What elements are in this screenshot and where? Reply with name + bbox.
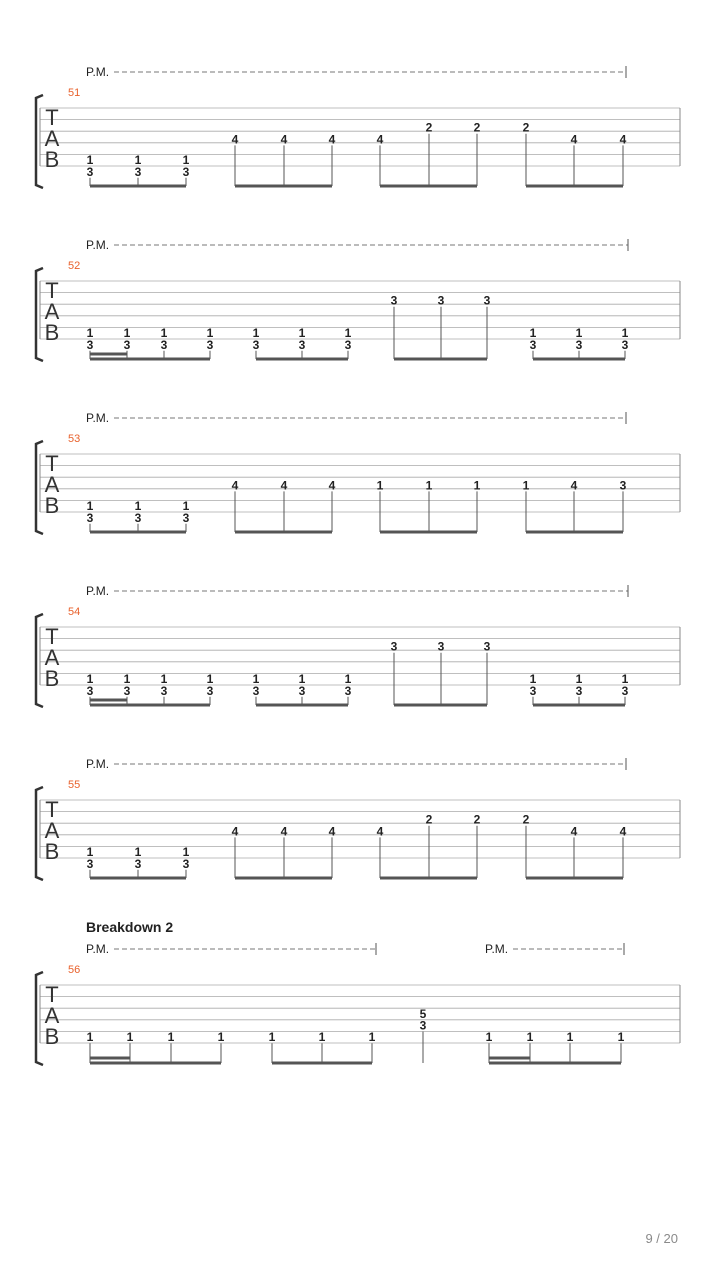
measure-number: 51 (68, 87, 81, 99)
fret-number: 1 (126, 1030, 134, 1045)
fret-number: 4 (328, 824, 336, 839)
fret-number: 1 (298, 672, 306, 687)
fret-number: 3 (344, 337, 352, 352)
fret-number: 1 (617, 1030, 625, 1045)
fret-number: 1 (529, 326, 537, 341)
tab-clef-letter: T (45, 624, 59, 649)
fret-number: 1 (86, 153, 94, 168)
fret-number: 5 (419, 1007, 427, 1021)
fret-number: 1 (206, 326, 214, 341)
fret-number: 4 (619, 132, 627, 147)
page-number: 9 / 20 (645, 1231, 678, 1246)
fret-number: 3 (160, 683, 168, 698)
fret-number: 3 (252, 337, 260, 352)
tab-clef-letter: T (45, 451, 59, 476)
fret-number: 1 (134, 499, 142, 514)
fret-number: 3 (298, 337, 306, 352)
fret-number: 1 (473, 478, 481, 493)
fret-number: 1 (485, 1030, 493, 1045)
palm-mute-label: P.M. (86, 757, 110, 771)
palm-mute-label: P.M. (86, 411, 110, 425)
fret-number: 3 (123, 683, 131, 698)
fret-number: 3 (206, 683, 214, 698)
fret-number: 1 (318, 1030, 326, 1045)
fret-number: 4 (328, 132, 336, 147)
fret-number: 1 (86, 1030, 94, 1045)
fret-number: 1 (252, 326, 260, 341)
fret-number: 4 (231, 478, 239, 493)
fret-number: 1 (425, 478, 433, 493)
tab-clef-letter: A (44, 1003, 60, 1028)
fret-number: 2 (473, 120, 481, 135)
fret-number: 3 (621, 337, 629, 352)
fret-number: 1 (621, 326, 629, 341)
fret-number: 1 (86, 672, 94, 687)
fret-number: 2 (425, 812, 433, 827)
palm-mute-label: P.M. (86, 238, 110, 252)
tab-clef-letter: B (44, 1024, 60, 1049)
fret-number: 3 (134, 510, 142, 525)
fret-number: 4 (231, 824, 239, 839)
tab-clef-letter: A (44, 126, 60, 151)
fret-number: 1 (268, 1030, 276, 1045)
fret-number: 4 (280, 132, 288, 147)
fret-number: 3 (252, 683, 260, 698)
tab-clef-letter: B (44, 147, 60, 172)
palm-mute-label: P.M. (86, 942, 110, 956)
fret-number: 1 (134, 845, 142, 860)
fret-number: 1 (123, 672, 131, 687)
fret-number: 4 (376, 824, 384, 839)
measure-number: 52 (68, 260, 81, 272)
fret-number: 1 (522, 478, 530, 493)
tab-clef-letter: B (44, 320, 60, 345)
fret-number: 1 (252, 672, 260, 687)
fret-number: 1 (206, 672, 214, 687)
fret-number: 3 (134, 164, 142, 179)
fret-number: 4 (376, 132, 384, 147)
fret-number: 4 (570, 478, 578, 493)
tab-clef-letter: T (45, 278, 59, 303)
fret-number: 1 (298, 326, 306, 341)
tab-clef-letter: A (44, 645, 60, 670)
fret-number: 1 (160, 326, 168, 341)
tab-clef-letter: T (45, 982, 59, 1007)
fret-number: 1 (566, 1030, 574, 1045)
fret-number: 1 (575, 672, 583, 687)
tab-clef-letter: A (44, 818, 60, 843)
fret-number: 3 (86, 337, 94, 352)
fret-number: 1 (86, 845, 94, 860)
fret-number: 2 (522, 120, 530, 135)
measure-number: 56 (68, 964, 81, 976)
fret-number: 4 (619, 824, 627, 839)
fret-number: 3 (86, 164, 94, 179)
fret-number: 4 (280, 478, 288, 493)
fret-number: 3 (86, 683, 94, 698)
fret-number: 4 (570, 132, 578, 147)
fret-number: 3 (182, 510, 190, 525)
fret-number: 3 (529, 683, 537, 698)
tab-clef-letter: B (44, 493, 60, 518)
fret-number: 2 (473, 812, 481, 827)
fret-number: 3 (206, 337, 214, 352)
section-label: Breakdown 2 (86, 919, 174, 935)
measure-number: 53 (68, 433, 81, 445)
fret-number: 1 (529, 672, 537, 687)
fret-number: 3 (437, 639, 445, 654)
fret-number: 3 (344, 683, 352, 698)
fret-number: 2 (522, 812, 530, 827)
fret-number: 1 (134, 153, 142, 168)
tab-clef-letter: B (44, 666, 60, 691)
fret-number: 1 (575, 326, 583, 341)
fret-number: 3 (86, 510, 94, 525)
fret-number: 3 (575, 683, 583, 698)
palm-mute-label: P.M. (86, 584, 110, 598)
fret-number: 1 (160, 672, 168, 687)
fret-number: 1 (123, 326, 131, 341)
fret-number: 4 (231, 132, 239, 147)
fret-number: 3 (621, 683, 629, 698)
measure-number: 54 (68, 606, 81, 618)
fret-number: 1 (526, 1030, 534, 1045)
fret-number: 3 (298, 683, 306, 698)
fret-number: 3 (160, 337, 168, 352)
fret-number: 3 (575, 337, 583, 352)
fret-number: 1 (344, 672, 352, 687)
fret-number: 3 (619, 478, 627, 493)
tab-clef-letter: B (44, 839, 60, 864)
fret-number: 3 (134, 856, 142, 871)
fret-number: 1 (344, 326, 352, 341)
fret-number: 4 (280, 824, 288, 839)
fret-number: 1 (182, 153, 190, 168)
palm-mute-label: P.M. (485, 942, 509, 956)
palm-mute-label: P.M. (86, 65, 110, 79)
fret-number: 1 (182, 499, 190, 514)
fret-number: 3 (390, 293, 398, 308)
fret-number: 1 (86, 326, 94, 341)
tab-clef-letter: T (45, 105, 59, 130)
fret-number: 1 (182, 845, 190, 860)
fret-number: 3 (182, 164, 190, 179)
fret-number: 3 (419, 1018, 427, 1033)
fret-number: 1 (368, 1030, 376, 1045)
fret-number: 3 (437, 293, 445, 308)
fret-number: 2 (425, 120, 433, 135)
fret-number: 3 (529, 337, 537, 352)
fret-number: 4 (328, 478, 336, 493)
fret-number: 1 (86, 499, 94, 514)
fret-number: 1 (167, 1030, 175, 1045)
measure-number: 55 (68, 779, 81, 791)
tab-clef-letter: A (44, 472, 60, 497)
fret-number: 3 (483, 293, 491, 308)
fret-number: 3 (86, 856, 94, 871)
fret-number: 3 (123, 337, 131, 352)
fret-number: 3 (182, 856, 190, 871)
fret-number: 4 (570, 824, 578, 839)
fret-number: 1 (217, 1030, 225, 1045)
fret-number: 3 (483, 639, 491, 654)
fret-number: 3 (390, 639, 398, 654)
tab-clef-letter: T (45, 797, 59, 822)
tab-clef-letter: A (44, 299, 60, 324)
fret-number: 1 (621, 672, 629, 687)
fret-number: 1 (376, 478, 384, 493)
